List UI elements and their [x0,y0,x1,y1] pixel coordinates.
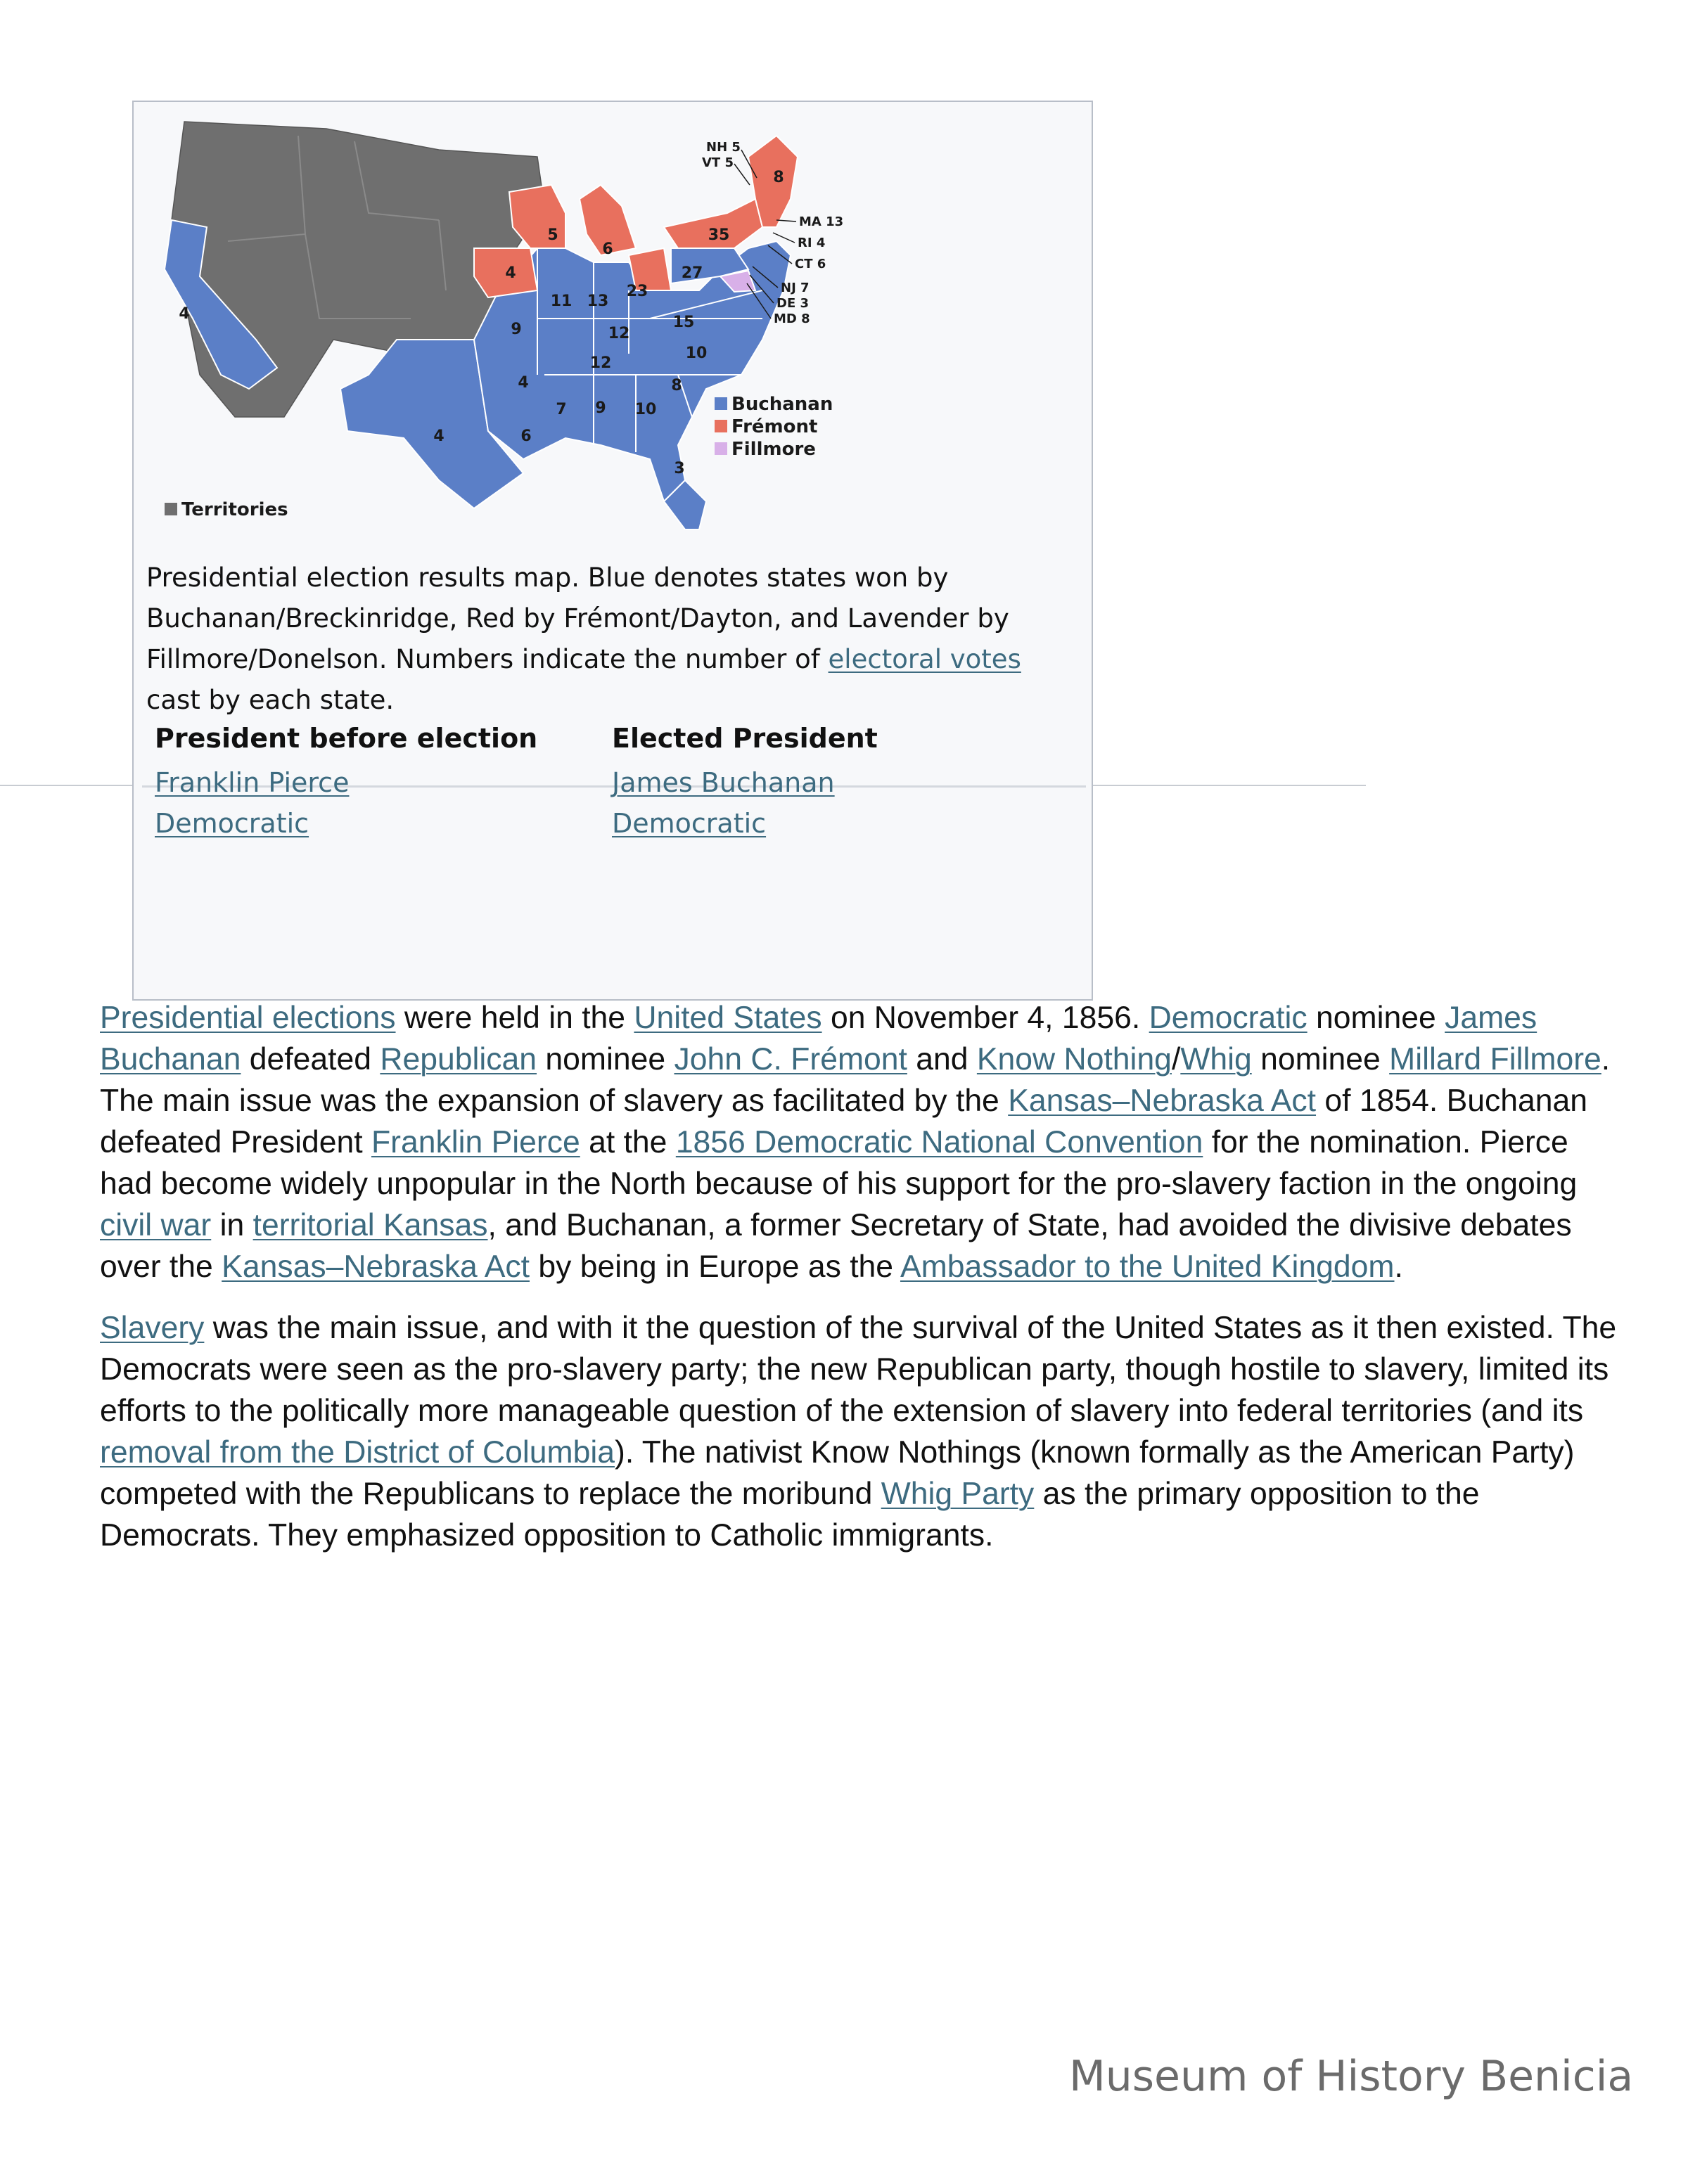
text: nominee [537,1042,674,1077]
vote-label: 4 [433,428,445,445]
text: defeated [241,1042,381,1077]
map-caption [146,558,1032,721]
millard-fillmore-link[interactable]: Millard Fillmore [1389,1042,1601,1077]
text: . [1394,1250,1403,1284]
legend-label-fremont: Frémont [731,416,818,437]
vote-label: 23 [626,283,648,300]
vote-label: 10 [685,345,708,362]
vote-label: 15 [672,314,695,331]
whig-link[interactable]: Whig [1180,1042,1252,1077]
presidential-elections-link[interactable]: Presidential elections [100,1001,396,1035]
vote-label: 10 [634,401,657,418]
ct-label: CT 6 [795,257,826,271]
text: and [907,1042,977,1077]
vote-label: 4 [518,374,529,392]
ri-label: RI 4 [798,236,826,250]
de-label: DE 3 [776,296,810,311]
vote-label: 13 [587,293,609,310]
john-fremont-link[interactable]: John C. Frémont [674,1042,907,1077]
franklin-pierce-link[interactable]: Franklin Pierce [155,767,350,798]
nj-label: NJ 7 [781,281,810,295]
electoral-votes-link[interactable]: electoral votes [828,644,1021,674]
vote-label: 4 [505,264,516,282]
elected-president-heading: Elected President [612,723,878,754]
legend-swatch-fremont [715,420,727,432]
text: ). The nativist Know Nothings (known formally as the American Party) competed with the Republicans to replace the moribund [100,1435,1575,1511]
legend-label-fillmore: Fillmore [731,439,816,460]
whig-party-link[interactable]: Whig Party [881,1477,1035,1511]
text: were held in the [395,1001,634,1035]
text: / [1171,1042,1181,1077]
vote-label: 4 [179,305,190,323]
democratic-convention-link[interactable]: 1856 Democratic National Convention [675,1125,1203,1160]
vt-label: VT 5 [702,155,734,170]
legend-label-buchanan: Buchanan [731,394,833,415]
legend-swatch-buchanan [715,397,727,410]
removal-dc-link[interactable]: removal from the District of Columbia [100,1435,615,1470]
legend-swatch-fillmore [715,442,727,455]
caption-text: Presidential election results map. Blue denotes states won by Buchanan/Breckinridge, Red by Frémont/Dayton, and Lavender by Fillmore/Donelson. Numbers indicate the number of [146,563,1009,674]
paragraph-1 [100,997,1619,1287]
vote-label: 12 [589,354,612,372]
election-results-map [143,108,847,544]
vote-label: 35 [708,226,730,244]
paragraph-2 [100,1307,1619,1556]
vote-label: 6 [520,428,532,445]
james-buchanan-article-link[interactable]: James Buchanan [100,1001,1537,1077]
elected-president-column [612,717,878,844]
james-buchanan-link[interactable]: James Buchanan [612,767,835,798]
vote-label: 27 [681,264,703,282]
text: by being in Europe as the [530,1250,900,1284]
vote-label: 9 [511,321,522,338]
text: was the main issue, and with it the question of the survival of the United States as it then existed. The Democrats were seen as the pro-slavery party; the new Republican party, though hostile to slavery, limited its efforts to the politically more manageable question of the extension of slavery into federal territories (and its [100,1311,1617,1428]
nh-label: NH 5 [706,140,741,155]
vote-label: 5 [547,226,558,244]
president-before-heading: President before election [155,723,538,754]
know-nothing-link[interactable]: Know Nothing [976,1042,1172,1077]
article-body [100,997,1619,1576]
text: for the nomination. Pierce had become widely unpopular in the North because of his support for the pro-slavery faction in the ongoing [100,1125,1578,1201]
franklin-pierce-article-link[interactable]: Franklin Pierce [371,1125,580,1160]
text: on November 4, 1856. [821,1001,1149,1035]
text: in [211,1208,253,1242]
vote-label: 7 [556,401,567,418]
text: at the [580,1125,676,1160]
legend-swatch-territories [165,503,177,515]
kansas-nebraska-act-link[interactable]: Kansas–Nebraska Act [1008,1084,1317,1118]
vote-label: 8 [671,377,682,394]
democratic-link[interactable]: Democratic [1149,1001,1307,1035]
footer-museum-name: Museum of History Benicia [1069,2052,1634,2101]
text: nominee [1251,1042,1390,1077]
united-states-link[interactable]: United States [634,1001,822,1035]
text: nominee [1307,1001,1445,1035]
elected-party-link[interactable]: Democratic [612,808,767,839]
text: . The main issue was the expansion of slavery as facilitated by the [100,1042,1611,1118]
ambassador-link[interactable]: Ambassador to the United Kingdom [900,1250,1395,1284]
kansas-nebraska-act-link-2[interactable]: Kansas–Nebraska Act [222,1250,530,1284]
text: as the primary opposition to the Democrats. They emphasized opposition to Catholic immigrants. [100,1477,1480,1553]
vote-label: 12 [608,325,630,342]
md-label: MD 8 [774,311,810,326]
before-party-link[interactable]: Democratic [155,808,309,839]
legend-label-territories: Territories [181,499,288,520]
vote-label: 9 [595,399,606,417]
civil-war-link[interactable]: civil war [100,1208,212,1242]
vote-label: 6 [602,240,613,258]
vote-label: 11 [550,293,573,310]
president-before-column [155,717,537,844]
slavery-link[interactable]: Slavery [100,1311,205,1345]
text: of 1854. Buchanan defeated President [100,1084,1588,1160]
territorial-kansas-link[interactable]: territorial Kansas [252,1208,488,1242]
vote-label: 3 [674,460,685,477]
republican-link[interactable]: Republican [380,1042,537,1077]
text: , and Buchanan, a former Secretary of State, had avoided the divisive debates over the [100,1208,1572,1284]
vote-label: 8 [773,169,784,186]
ma-label: MA 13 [799,214,844,229]
election-infobox [132,101,1093,1001]
caption-text-end: cast by each state. [146,685,395,715]
